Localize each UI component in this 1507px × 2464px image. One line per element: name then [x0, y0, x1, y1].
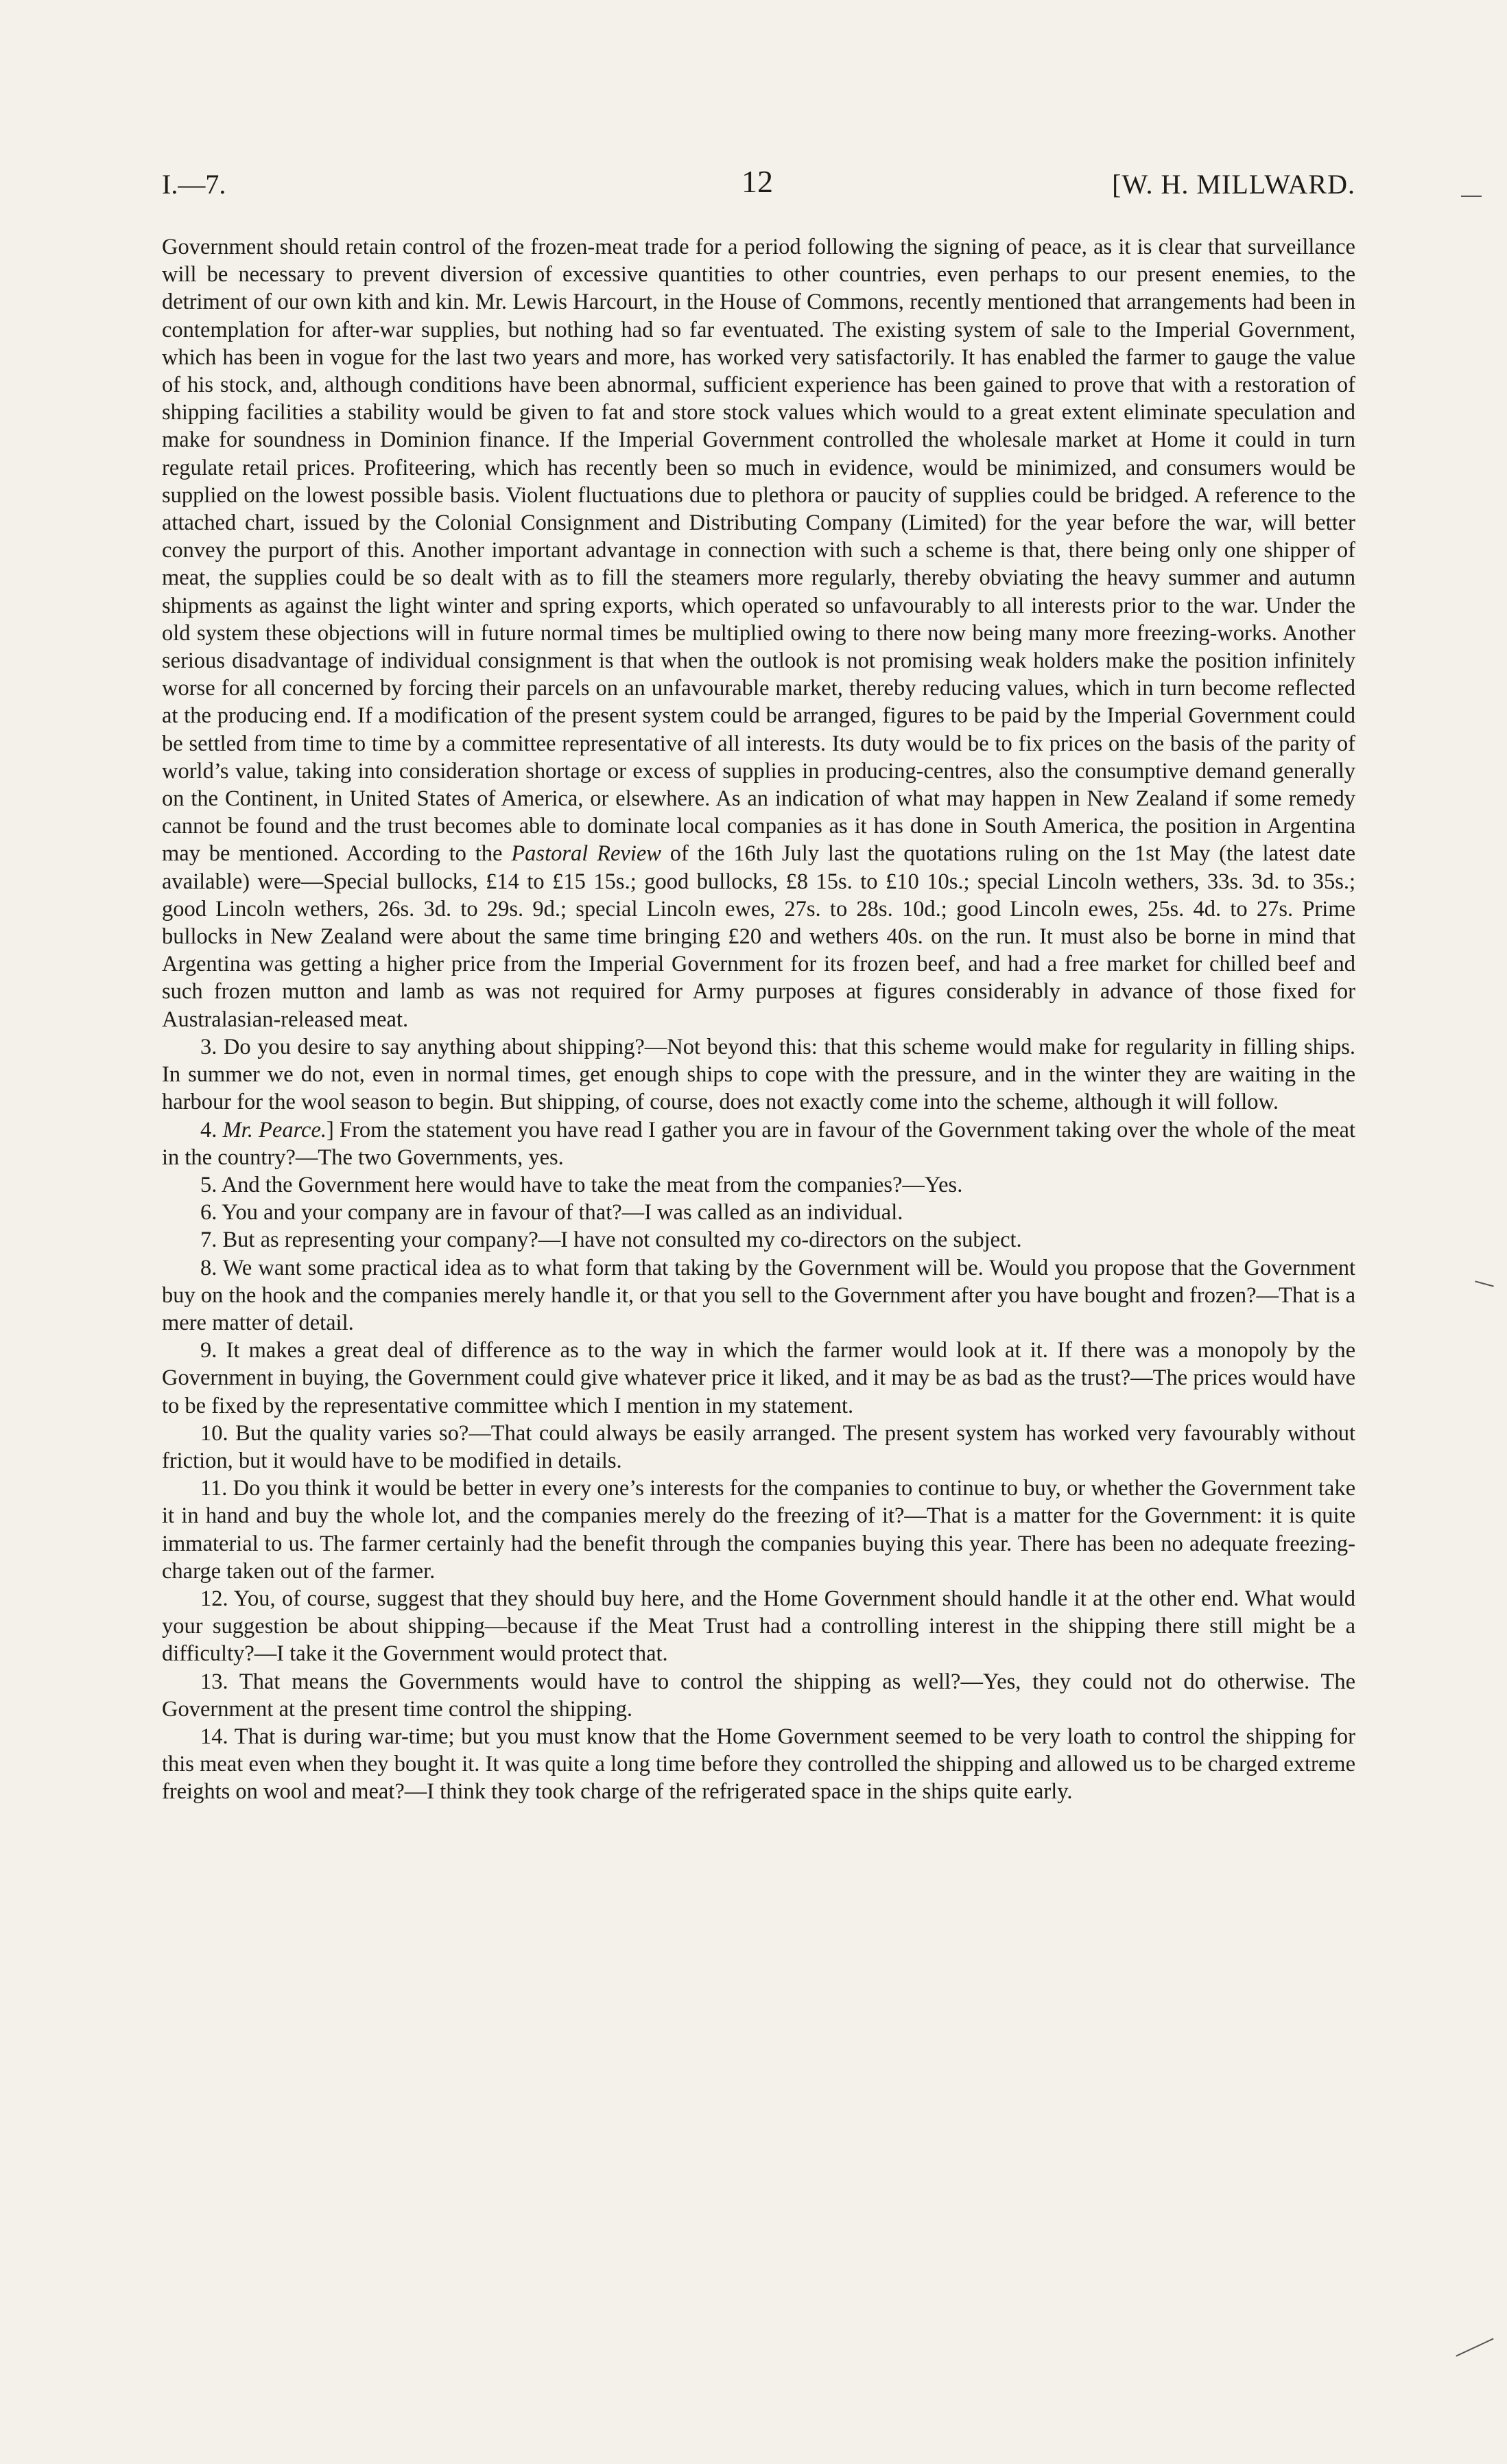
- margin-mark-top: [1461, 196, 1482, 197]
- question-4: 4. Mr. Pearce.] From the statement you have read I gather you are in favour of the Government taking over the whole of the meat in the country?—The two Governments, yes.: [162, 1117, 1355, 1170]
- margin-mark-bottom: [1456, 2338, 1493, 2356]
- body-text: [162, 233, 1355, 1806]
- question-3: 3. Do you desire to say anything about shipping?—Not beyond this: that this scheme would make for regularity in filling ships. In summer we do not, even in normal times, get enough ships to cope with the pressure, and in the winter they are waiting in the harbour for the wool season to begin. But shipping, of course, does not exactly come into the scheme, although it will follow.: [162, 1034, 1355, 1115]
- question-13: 13. That means the Governments would have to control the shipping as well?—Yes, they could not do otherwise. The Government at the present time control the shipping.: [162, 1669, 1355, 1722]
- question-6: 6. You and your company are in favour of that?—I was called as an individual.: [200, 1200, 903, 1225]
- question-12: 12. You, of course, suggest that they should buy here, and the Home Government should handle it at the other end. What would your suggestion be about shipping—because if the Meat Trust had a controlling interest in the shipping there still might be a difficulty?—I take it the Government would protect that.: [162, 1586, 1355, 1667]
- question-11: 11. Do you think it would be better in every one’s interests for the companies to continue to buy, or whether the Government take it in hand and buy the whole lot, and the companies merely do the freezing of it?—That is a matter for the Government: it is quite immaterial to us. The farmer certainly had the benefit through the companies buying this year. There has been no adequate freezing-charge taken out of the farmer.: [162, 1476, 1355, 1584]
- document-page: [162, 130, 1355, 2408]
- witness-name: [W. H. MILLWARD.: [1112, 169, 1355, 200]
- paper-reference: I.—7.: [162, 169, 226, 200]
- page-header: [162, 130, 1355, 233]
- question-8: 8. We want some practical idea as to what form that taking by the Government will be. Would you propose that the Government buy on the hook and the companies merely handle it, or that you sell to the Government after you have bought and frozen?—That is a mere matter of detail.: [162, 1255, 1355, 1335]
- speaker-name: Mr. Pearce.: [222, 1117, 327, 1142]
- question-7: 7. But as representing your company?—I have not consulted my co-directors on the subject.: [200, 1228, 1022, 1253]
- statement-paragraph: Government should retain control of the frozen-meat trade for a period following the signing of peace, as it is clear that surveillance will be necessary to prevent diversion of excessive quantities to other countries, even perhaps to our present enemies, to the detriment of our own kith and kin. Mr. Lewis Harcourt, in the House of Commons, recently mentioned that arrangements had been in contemplation for after-war supplies, but nothing had so far eventuated. The existing system of sale to the Imperial Government, which has been in vogue for the last two years and more, has worked very satisfactorily. It has enabled the farmer to gauge the value of his stock, and, although conditions have been abnormal, sufficient experience has been gained to prove that with a restoration of shipping facilities a stability would be given to fat and store stock values which would to a great extent eliminate speculation and make for soundness in Dominion finance. If the Imperial Government controlled the wholesale market at Home it could in turn regulate retail prices. Profiteering, which has recently been so much in evidence, would be minimized, and consumers would be supplied on the lowest possible basis. Violent fluctuations due to plethora or paucity of supplies could be bridged. A reference to the attached chart, issued by the Colonial Consignment and Distributing Company (Limited) for the year before the war, will better convey the purport of this. Another important advantage in connection with such a scheme is that, there being only one shipper of meat, the supplies could be so dealt with as to fill the steamers more regularly, thereby obviating the heavy summer and autumn shipments as against the light winter and spring exports, which operated so unfavourably to all interests prior to the war. Under the old system these objections will in future normal times be multiplied owing to there now being many more freezing-works. Another serious disadvantage of individual consignment is that when the outlook is not promising weak holders make the position infinitely worse for all concerned by forcing their parcels on an unfavourable market, thereby reducing values, which in turn become reflected at the producing end. If a modification of the present system could be arranged, figures to be paid by the Imperial Government could be settled from time to time by a committee representative of all interests. Its duty would be to fix prices on the basis of the parity of world’s value, taking into consideration shortage or excess of supplies in producing-centres, also the consumptive demand generally on the Continent, in United States of America, or elsewhere. As an indication of what may happen in New Zealand if some remedy cannot be found and the trust becomes able to dominate local companies as it has done in South America, the position in Argentina may be mentioned. According to the Pastoral Review of the 16th July last the quotations ruling on the 1st May (the latest date available) were—Special bullocks, £14 to £15 15s.; good bullocks, £8 15s. to £10 10s.; special Lincoln wethers, 33s. 3d. to 35s.; good Lincoln wethers, 26s. 3d. to 29s. 9d.; special Lincoln ewes, 27s. to 28s. 10d.; good Lincoln ewes, 25s. 4d. to 27s. Prime bullocks in New Zealand were about the same time bringing £20 and wethers 40s. on the run. It must also be borne in mind that Argentina was getting a higher price from the Imperial Government for its frozen beef, and had a free market for chilled beef and such frozen mutton and lamb as was not required for Army purposes at figures considerably in advance of those fixed for Australasian-released meat.: [162, 235, 1355, 1032]
- question-5: 5. And the Government here would have to take the meat from the companies?—Yes.: [200, 1172, 963, 1197]
- question-9: 9. It makes a great deal of difference as to the way in which the farmer would look at it. If there was a monopoly by the Government in buying, the Government could give whatever price it liked, and it may be as bad as the trust?—The prices would have to be fixed by the representative committee which I mention in my statement.: [162, 1338, 1355, 1418]
- publication-title: Pastoral Review: [511, 841, 661, 867]
- question-10: 10. But the quality varies so?—That could always be easily arranged. The present system has worked very favourably without friction, but it would have to be modified in details.: [162, 1420, 1355, 1473]
- question-14: 14. That is during war-time; but you must know that the Home Government seemed to be very loath to control the shipping for this meat even when they bought it. It was quite a long time before they controlled the shipping and allowed us to be charged extreme freights on wool and meat?—I think they took charge of the refrigerated space in the ships quite early.: [162, 1724, 1355, 1805]
- page-number: 12: [741, 164, 773, 199]
- margin-mark-right: [1475, 1280, 1494, 1287]
